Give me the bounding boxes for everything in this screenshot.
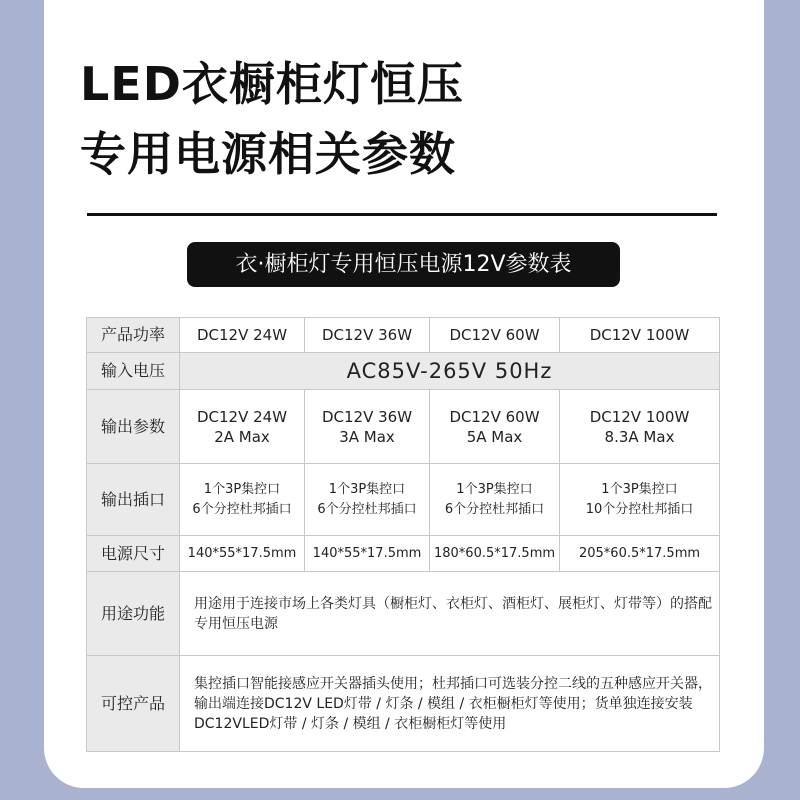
row-label-input: 输入电压 bbox=[87, 353, 180, 390]
socket-value bbox=[430, 464, 560, 536]
socket-line: 1个3P集控口 bbox=[456, 481, 533, 497]
output-value bbox=[180, 390, 305, 464]
table-title-badge: 衣·橱柜灯专用恒压电源12V参数表 bbox=[187, 242, 620, 287]
output-value bbox=[560, 390, 720, 464]
size-value: 140*55*17.5mm bbox=[180, 536, 305, 572]
output-power: DC12V 36W bbox=[321, 407, 413, 426]
controllable-text: 集控插口智能接感应开关器插头使用；杜邦插口可选装分控二线的五种感应开关器，输出端连接DC12V LED灯带 / 灯条 / 模组 / 衣柜橱柜灯等使用；货单独连接安装DC12VLED灯带 / 灯条 / 模组 / 衣柜橱柜灯等使用 bbox=[180, 656, 720, 752]
output-value bbox=[430, 390, 560, 464]
spec-table bbox=[86, 317, 720, 752]
output-current: 8.3A Max bbox=[604, 427, 675, 446]
table-row-usage bbox=[87, 572, 720, 656]
socket-value bbox=[560, 464, 720, 536]
output-power: DC12V 100W bbox=[589, 407, 690, 426]
output-value bbox=[305, 390, 430, 464]
socket-value bbox=[180, 464, 305, 536]
output-power: DC12V 60W bbox=[449, 407, 540, 426]
usage-text: 用途用于连接市场上各类灯具（橱柜灯、衣柜灯、酒柜灯、展柜灯、灯带等）的搭配专用恒压电源 bbox=[180, 572, 720, 656]
output-power: DC12V 24W bbox=[196, 407, 288, 426]
socket-line: 6个分控杜邦插口 bbox=[444, 501, 545, 517]
power-value: DC12V 60W bbox=[430, 318, 560, 353]
socket-line: 1个3P集控口 bbox=[328, 481, 406, 497]
input-voltage-value: AC85V-265V 50Hz bbox=[180, 353, 720, 390]
socket-line: 6个分控杜邦插口 bbox=[192, 501, 292, 517]
socket-line: 1个3P集控口 bbox=[601, 481, 678, 497]
size-value: 205*60.5*17.5mm bbox=[560, 536, 720, 572]
socket-value bbox=[305, 464, 430, 536]
output-current: 5A Max bbox=[466, 427, 523, 446]
size-value: 140*55*17.5mm bbox=[305, 536, 430, 572]
power-value: DC12V 100W bbox=[560, 318, 720, 353]
power-value: DC12V 36W bbox=[305, 318, 430, 353]
row-label-size: 电源尺寸 bbox=[87, 536, 180, 572]
row-label-output: 输出参数 bbox=[87, 390, 180, 464]
table-row-controllable bbox=[87, 656, 720, 752]
size-value: 180*60.5*17.5mm bbox=[430, 536, 560, 572]
row-label-power: 产品功率 bbox=[87, 318, 180, 353]
table-row-power bbox=[87, 318, 720, 353]
table-row-size bbox=[87, 536, 720, 572]
socket-line: 1个3P集控口 bbox=[203, 481, 281, 497]
table-row-sockets bbox=[87, 464, 720, 536]
socket-line: 6个分控杜邦插口 bbox=[317, 501, 417, 517]
table-row-output bbox=[87, 390, 720, 464]
power-value: DC12V 24W bbox=[180, 318, 305, 353]
output-current: 3A Max bbox=[339, 427, 395, 446]
page-title-line2: 专用电源相关参数 bbox=[80, 127, 456, 181]
page-title-line1: LED衣橱柜灯恒压 bbox=[80, 57, 464, 111]
row-label-usage: 用途功能 bbox=[87, 572, 180, 656]
row-label-sockets: 输出插口 bbox=[87, 464, 180, 536]
divider bbox=[87, 213, 717, 216]
row-label-controllable: 可控产品 bbox=[87, 656, 180, 752]
output-current: 2A Max bbox=[214, 427, 270, 446]
table-row-input bbox=[87, 353, 720, 390]
socket-line: 10个分控杜邦插口 bbox=[585, 501, 694, 517]
